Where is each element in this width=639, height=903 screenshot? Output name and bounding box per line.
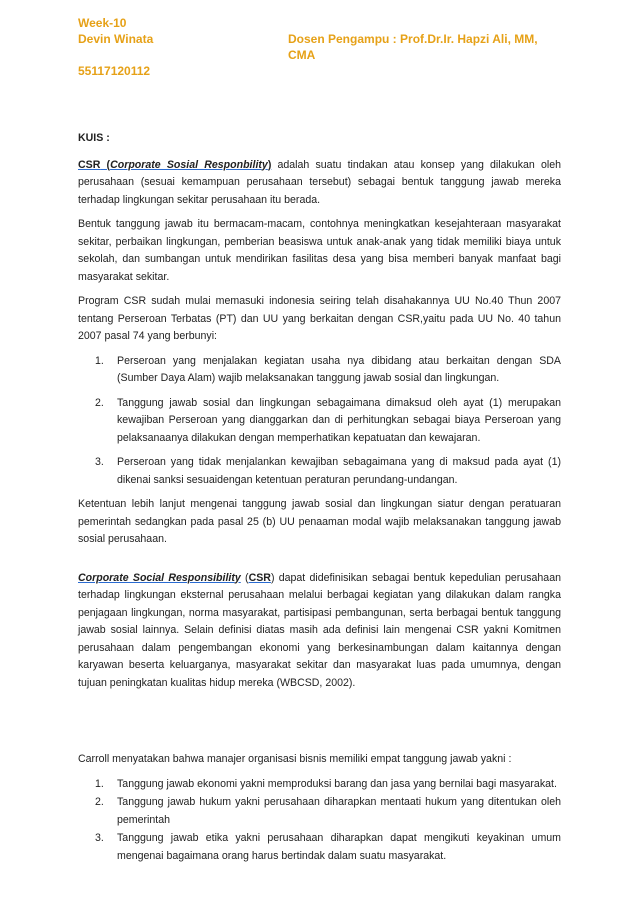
list-item-number: 3. xyxy=(95,832,104,844)
csr-term: Corporate Sosial Responbility xyxy=(110,158,268,171)
student-id: 55117120112 xyxy=(78,64,151,78)
list-item xyxy=(78,794,561,829)
paragraph-text: adalah suatu tindakan atau konsep yang dilakukan oleh perusahaan (sesuai kemampuan perusahaan tersebut) sebagai bentuk tanggung jawab mereka terhadap lingkungan sekitar perusahaan itu berada. xyxy=(78,158,561,206)
list-item-text: Tanggung jawab hukum yakni perusahaan diharapkan mentaati hukum yang ditentukan oleh pemerintah xyxy=(117,796,561,826)
paragraph-regulation: Ketentuan lebih lanjut mengenai tanggung jawab sosial dan lingkungan siatur dengan peratuaran pemerintah sedangkan pada pasal 25 (b) UU penaaman modal wajib melaksanakan tanggung jawab sosial perusahaan. xyxy=(78,498,561,545)
list-item-text: Tanggung jawab etika yakni perusahaan diharapkan dapat mengikuti keyakinan umum mengenai bagaimana orang harus bertindak dalam suatu masyarakat. xyxy=(117,832,561,862)
responsibility-list xyxy=(78,776,561,866)
paragraph-carroll: Carroll menyatakan bahwa manajer organisasi bisnis memiliki empat tanggung jawab yakni : xyxy=(78,753,512,765)
list-item-number: 2. xyxy=(95,796,104,808)
list-item-text: Perseroan yang tidak menjalankan kewajiban sebagaimana yang di maksud pada ayat (1) dikenai sanksi sesuaidengan ketentuan peraturan perundang-undangan. xyxy=(117,456,561,486)
list-item xyxy=(78,395,561,448)
csr-abbr: CSR xyxy=(78,158,101,171)
lecturer-name: Dosen Pengampu : Prof.Dr.Ir. Hapzi Ali, MM, CMA xyxy=(288,32,538,62)
document-body xyxy=(78,130,561,872)
csr-abbr-2: CSR xyxy=(248,571,271,584)
csr-term-2: Corporate Social Responsibility xyxy=(78,571,241,584)
list-item-number: 2. xyxy=(95,396,104,409)
paren-open: ( xyxy=(100,158,111,171)
list-item-text: Perseroan yang menjalakan kegiatan usaha nya dibidang atau berkaitan dengan SDA (Sumber Daya Alam) wajib melaksanakan tanggung jawab sosial dan lingkungan. xyxy=(117,354,561,384)
paragraph-program: Program CSR sudah mulai memasuki indonesia seiring telah disahakannya UU No.40 Thun 2007 tentang Perseroan Terbatas (PT) dan UU yang berkaitan dengan CSR,yaitu pada UU No. 40 tahun 2007 pasal 74 yang berbunyi: xyxy=(78,295,561,342)
list-item-number: 3. xyxy=(95,456,104,468)
paragraph-text: ) dapat didefinisikan sebagai bentuk kepedulian perusahaan terhadap lingkungan eksternal perusahaan melalui berbagai kegiatan yang dilakukan dalam rangka penjagaan lingkungan, norma masyarakat, partisipasi pembangunan, serta berbagai bentuk tanggung jawab sosial lainnya. Selain definisi diatas masih ada definisi lain mengenai CSR yakni Komitmen perusahaan dalam pengembangan ekonomi yang berkesinambungan dalam kaitannya dengan karyawan beserta keluarganya, masyarakat sekitar dan masyarakat luas pada umumnya, dengan tujuan peningkatan kualitas hidup mereka (WBCSD, 2002). xyxy=(78,571,561,689)
paren-close: ) xyxy=(267,158,272,171)
list-item xyxy=(78,776,561,794)
paragraph-csr-wbcsd: Corporate Social Responsibility (CSR) dapat didefinisikan sebagai bentuk kepedulian perusahaan terhadap lingkungan eksternal perusahaan melalui berbagai kegiatan yang dilakukan dalam rangka penjagaan lingkungan, norma masyarakat, partisipasi pembangunan, serta berbagai bentuk tanggung jawab sosial lainnya. Selain definisi diatas masih ada definisi lain mengenai CSR yakni Komitmen perusahaan dalam pengembangan ekonomi yang berkesinambungan dalam kaitannya dengan karyawan beserta keluarganya, masyarakat sekitar dan masyarakat luas pada umumnya, dengan tujuan peningkatan kualitas hidup mereka (WBCSD, 2002). xyxy=(78,571,561,689)
paragraph-csr-definition xyxy=(78,157,561,210)
list-item-number: 1. xyxy=(95,354,104,367)
list-item xyxy=(78,454,561,489)
list-item xyxy=(78,830,561,865)
document-header xyxy=(78,15,561,79)
list-item-text: Tanggung jawab sosial dan lingkungan sebagaimana dimaksud oleh ayat (1) merupakan kewajiban Perseroan yang dianggarkan dan di perhitungkan sebagai biaya Perseroan yang pelaksanaanya dilakukan dengan memperhatikan kepatuatan dan kewajaran. xyxy=(117,396,561,444)
law-article-list xyxy=(78,353,561,490)
quiz-title: KUIS : xyxy=(78,132,110,144)
list-item-text: Tanggung jawab ekonomi yakni memproduksi barang dan jasa yang bernilai bagi masyarakat. xyxy=(117,777,557,790)
student-name: Devin Winata xyxy=(78,32,154,46)
list-item xyxy=(78,353,561,388)
paragraph-forms: Bentuk tanggung jawab itu bermacam-macam, contohnya meningkatkan kesejahteraan masyarakat sekitar, perbaikan lingkungan, pemberian beasiswa untuk anak-anak yang tidak memiliki biaya untuk sekolah, dan sumbangan untuk mendirikan fasilitas desa yang bisa memberi banyak manfaat bagi masyarakat sekitar. xyxy=(78,218,561,283)
list-item-number: 1. xyxy=(95,777,104,790)
week-label: Week-10 xyxy=(78,16,127,30)
